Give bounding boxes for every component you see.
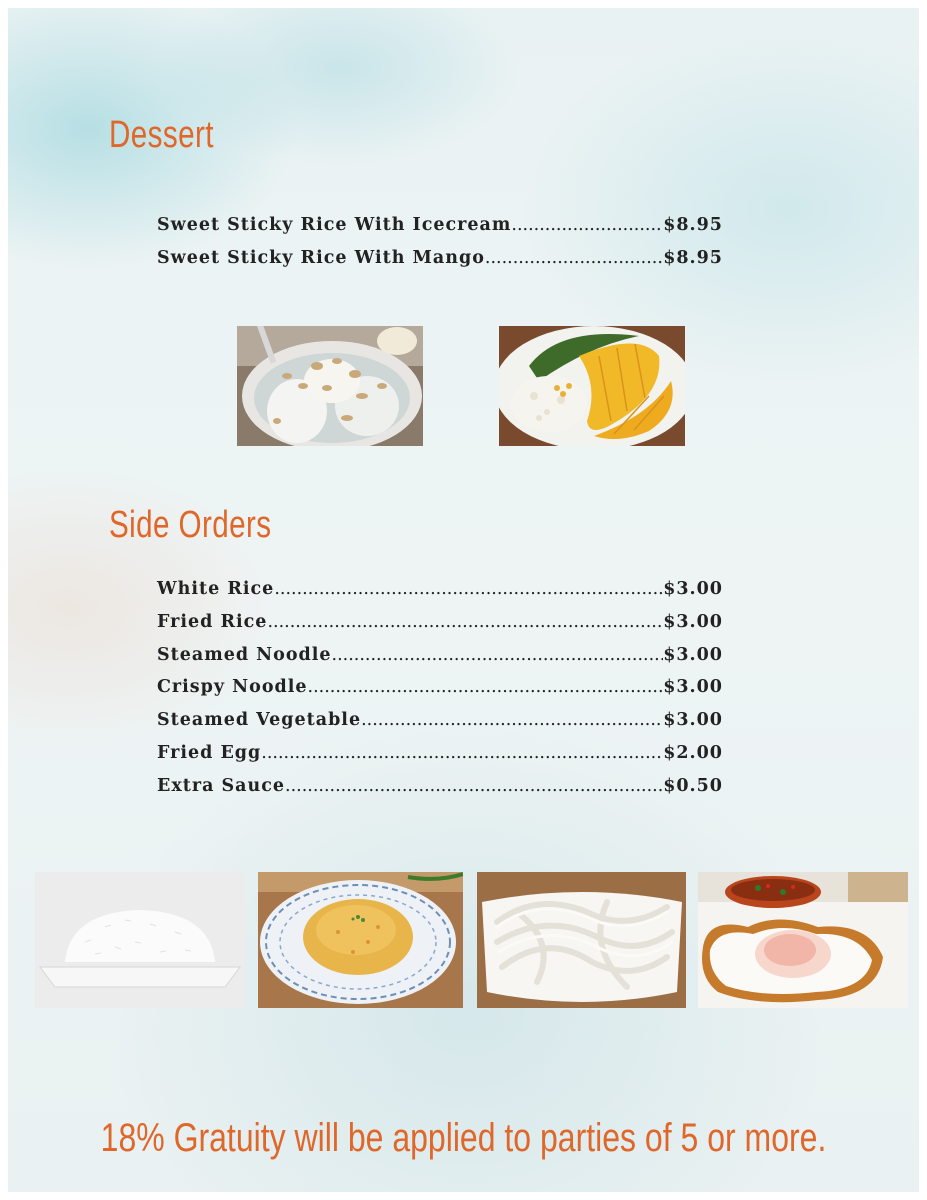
dot-leader — [332, 639, 664, 672]
item-name: Sweet Sticky Rice With Icecream — [157, 215, 512, 235]
mango-sticky-rice-photo — [499, 326, 685, 446]
menu-item — [157, 606, 723, 639]
item-price: $3.00 — [663, 677, 723, 698]
item-price: $8.95 — [663, 215, 723, 235]
item-name: Steamed Noodle — [157, 644, 332, 665]
item-price: $8.95 — [663, 247, 723, 268]
menu-item — [157, 639, 723, 672]
fried-egg-photo — [698, 872, 908, 1008]
dot-leader — [361, 704, 663, 737]
item-name: Crispy Noodle — [157, 677, 308, 698]
item-name: Fried Egg — [157, 742, 262, 763]
white-rice-photo — [35, 872, 245, 1008]
sticky-rice-icecream-photo — [237, 326, 423, 446]
dessert-heading: Dessert — [109, 114, 214, 156]
item-price: $3.00 — [663, 579, 723, 599]
dessert-list — [157, 209, 723, 275]
item-price: $3.00 — [663, 611, 723, 632]
menu-item — [157, 704, 723, 737]
menu-item — [157, 770, 723, 803]
dot-leader — [261, 737, 663, 770]
item-name: Sweet Sticky Rice With Mango — [157, 247, 485, 268]
item-price: $3.00 — [663, 710, 723, 731]
dot-leader — [274, 573, 663, 606]
side-orders-list — [157, 573, 723, 803]
menu-page — [8, 8, 919, 1192]
item-price: $0.50 — [663, 775, 723, 796]
item-name: White Rice — [157, 579, 275, 599]
item-name: Steamed Vegetable — [157, 710, 362, 731]
menu-item — [157, 209, 723, 242]
dot-leader — [308, 671, 664, 704]
dot-leader — [511, 209, 663, 242]
item-name: Extra Sauce — [157, 775, 285, 796]
menu-item — [157, 671, 723, 704]
menu-item — [157, 242, 723, 275]
side-orders-heading: Side Orders — [109, 504, 272, 546]
item-price: $2.00 — [663, 742, 723, 763]
gratuity-notice: 18% Gratuity will be applied to parties of 5 or more. — [100, 1116, 827, 1160]
dot-leader — [285, 770, 663, 803]
menu-item — [157, 573, 723, 606]
menu-item — [157, 737, 723, 770]
dot-leader — [267, 606, 663, 639]
item-name: Fried Rice — [157, 611, 268, 632]
fried-rice-photo — [258, 872, 463, 1008]
dot-leader — [485, 242, 663, 275]
rice-noodle-photo — [477, 872, 686, 1008]
item-price: $3.00 — [663, 644, 723, 665]
